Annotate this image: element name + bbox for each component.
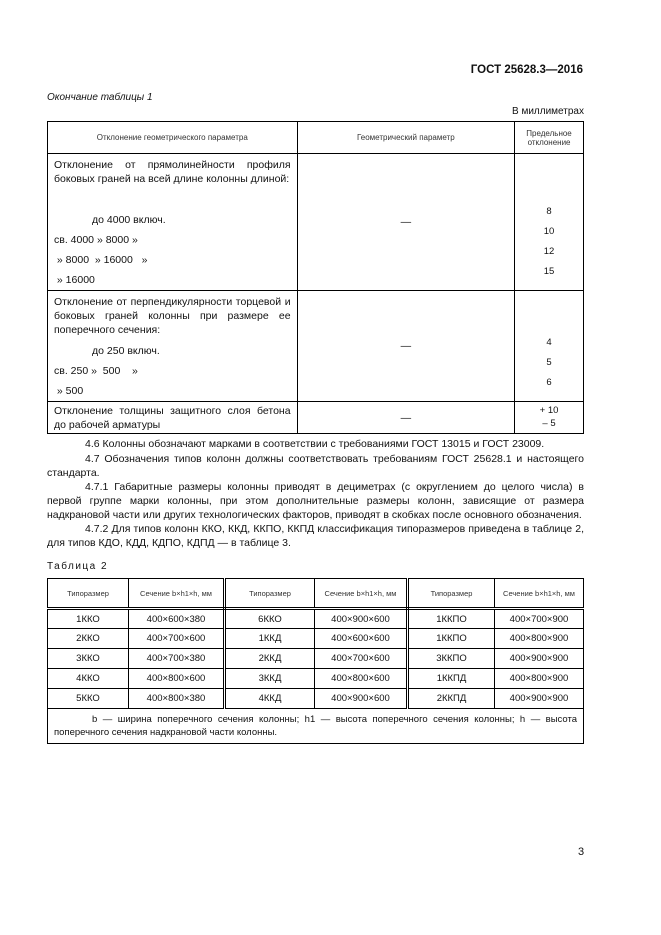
table-cell: 2ККПД — [408, 689, 495, 709]
table-cell: 1ККПД — [408, 669, 495, 689]
table-cell: 400×700×380 — [129, 649, 225, 669]
table-cell: 400×900×900 — [495, 689, 584, 709]
value: 6 — [546, 377, 552, 388]
table-2 — [47, 578, 584, 744]
row-item: до 250 включ. — [92, 345, 160, 357]
param-cell: — — [297, 291, 515, 402]
value: 10 — [543, 226, 555, 237]
table-cell: 4ККО — [48, 669, 129, 689]
table-cell: 400×800×600 — [315, 669, 408, 689]
value: 12 — [543, 246, 555, 257]
value: 15 — [543, 266, 555, 277]
column-header: Сечение b×h1×h, мм — [495, 579, 584, 609]
column-header: Типоразмер — [225, 579, 315, 609]
table-cell: 1ККО — [48, 609, 129, 629]
table-cell: 400×900×600 — [315, 689, 408, 709]
table-continuation-label: Окончание таблицы 1 — [47, 92, 153, 103]
table-cell: 1ККД — [225, 629, 315, 649]
table-header-row — [48, 122, 584, 154]
table-row — [48, 649, 584, 669]
row-item: св. 250 » 500 » — [54, 365, 138, 377]
table-note: b — ширина поперечного сечения колонны; h1 — высота поперечного сечения колонны; h — высота поперечного сечения надкрановой части колонны. — [48, 709, 584, 744]
table-cell: 3ККПО — [408, 649, 495, 669]
table-cell: 400×800×900 — [495, 629, 584, 649]
table-cell: 2ККО — [48, 629, 129, 649]
row-item: св. 4000 » 8000 » — [54, 234, 138, 246]
paragraph: 4.7.1 Габаритные размеры колонны приводят в дециметрах (с округлением до целого числа) в первой группе марки колонны, при этом дополнительные размеры колонн, зависящие от размера надкрановой части или других технологических факторов, приводят в скобках после основного обозначения. — [47, 481, 584, 521]
table-cell: 400×600×380 — [129, 609, 225, 629]
table-cell: 400×900×600 — [315, 609, 408, 629]
param-cell: — — [297, 402, 515, 434]
value: 8 — [546, 206, 552, 217]
table-1 — [47, 121, 584, 434]
table-cell: 400×700×600 — [129, 629, 225, 649]
table-cell: 2ККД — [225, 649, 315, 669]
table-row — [48, 629, 584, 649]
column-header: Геометрический параметр — [297, 122, 515, 154]
row-text: Отклонение толщины защитного слоя бетона до рабочей арматуры — [54, 405, 291, 431]
table-row — [48, 689, 584, 709]
table-cell: 6ККО — [225, 609, 315, 629]
table-cell: 400×700×600 — [315, 649, 408, 669]
table-caption: Таблица 2 — [47, 561, 109, 572]
value: – 5 — [542, 418, 556, 429]
row-item: » 8000 » 16000 » — [54, 254, 148, 266]
table-cell: 400×800×900 — [495, 669, 584, 689]
table-cell: 3ККД — [225, 669, 315, 689]
row-item: до 4000 включ. — [92, 214, 166, 226]
document-header: ГОСТ 25628.3—2016 — [470, 64, 583, 76]
paragraph: 4.6 Колонны обозначают марками в соответствии с требованиями ГОСТ 13015 и ГОСТ 23009. — [85, 438, 545, 450]
paragraph: 4.7 Обозначения типов колонн должны соответствовать требованиям ГОСТ 25628.1 и настоящего стандарта. — [47, 453, 584, 479]
table-cell: 4ККД — [225, 689, 315, 709]
table-row — [48, 669, 584, 689]
column-header: Типоразмер — [48, 579, 129, 609]
column-header: Предельное отклонение — [515, 122, 584, 154]
paragraph: 4.7.2 Для типов колонн ККО, ККД, ККПО, ККПД классификация типоразмеров приведена в таблице 2, для типов КДО, КДД, КДПО, КДПД — в таблице 3. — [47, 523, 584, 549]
table-cell: 5ККО — [48, 689, 129, 709]
table-row — [48, 154, 584, 291]
row-item: » 16000 — [54, 274, 95, 286]
table-cell: 400×800×380 — [129, 689, 225, 709]
table-cell: 400×900×900 — [495, 649, 584, 669]
param-cell: — — [297, 154, 515, 291]
row-text: Отклонение от перпендикулярности торцевой и боковых граней колонны при размере ее поперечного сечения: — [54, 296, 291, 336]
table-header-row — [48, 579, 584, 609]
table-row — [48, 402, 584, 434]
page-number: 3 — [578, 846, 585, 858]
table-row — [48, 609, 584, 629]
table-cell: 400×700×900 — [495, 609, 584, 629]
value: 5 — [546, 357, 552, 368]
column-header: Отклонение геометрического параметра — [48, 122, 298, 154]
table-row — [48, 291, 584, 402]
row-item: » 500 — [54, 385, 84, 397]
row-text: Отклонение от прямолинейности профиля боковых граней на всей длине колонны длиной: — [54, 159, 291, 185]
value: 4 — [546, 337, 552, 348]
table-cell: 1ККПО — [408, 609, 495, 629]
table-cell: 400×800×600 — [129, 669, 225, 689]
units-label: В миллиметрах — [512, 106, 584, 117]
table-cell: 1ККПО — [408, 629, 495, 649]
table-cell: 400×600×600 — [315, 629, 408, 649]
column-header: Сечение b×h1×h, мм — [129, 579, 225, 609]
column-header: Типоразмер — [408, 579, 495, 609]
table-cell: 3ККО — [48, 649, 129, 669]
value: + 10 — [539, 405, 559, 416]
column-header: Сечение b×h1×h, мм — [315, 579, 408, 609]
